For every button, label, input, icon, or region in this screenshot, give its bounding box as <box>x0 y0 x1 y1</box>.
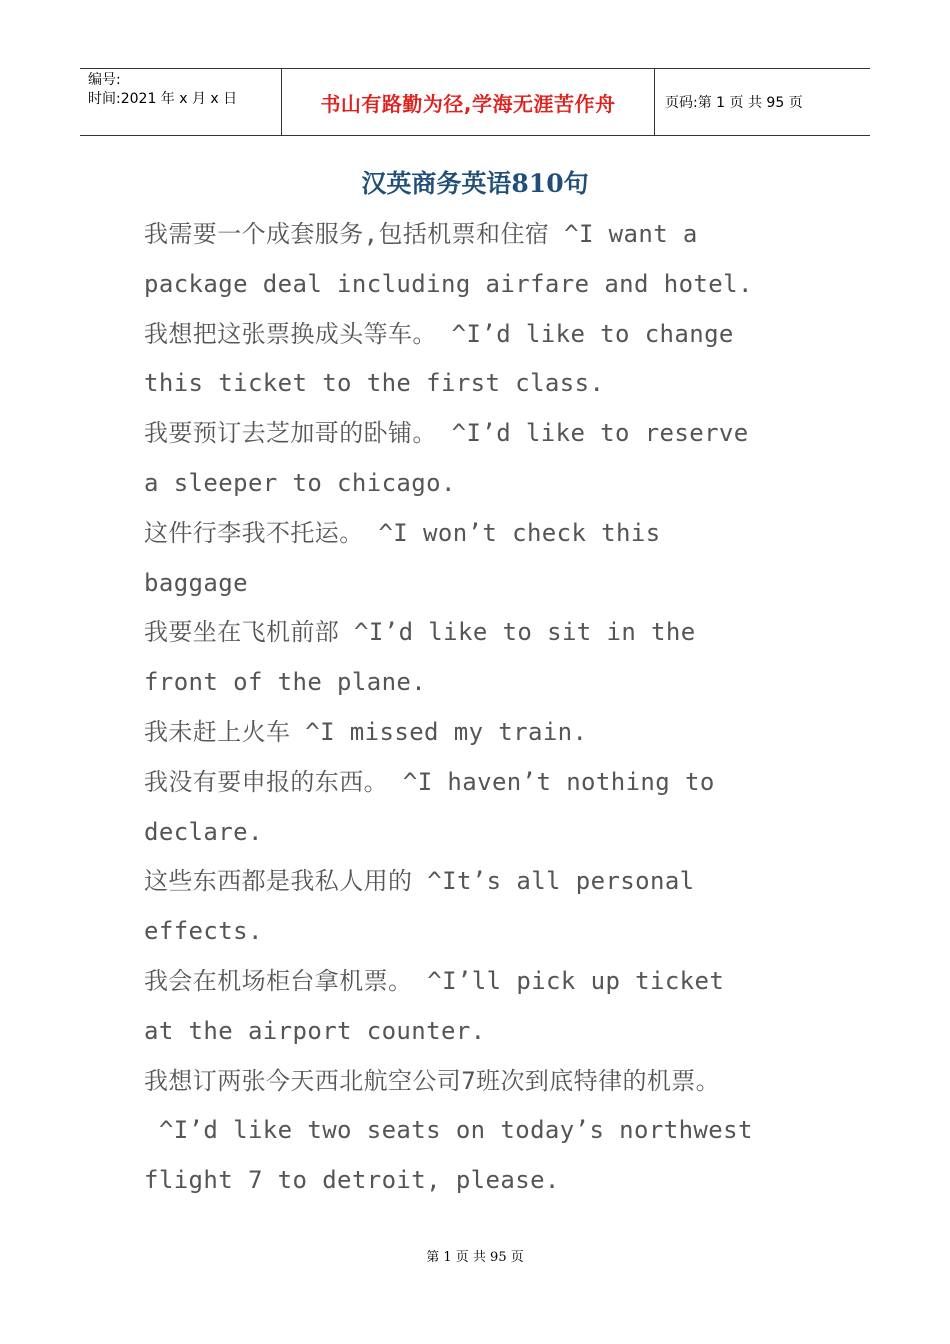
document-header <box>80 68 870 136</box>
document-time-label: 时间:2021 年 x 月 x 日 <box>88 91 238 107</box>
body-line: package deal including airfare and hotel. <box>144 269 753 298</box>
body-line: effects. <box>144 917 263 946</box>
body-line: flight 7 to detroit, please. <box>144 1166 560 1195</box>
header-page-number: 页码:第 1 页 共 95 页 <box>665 95 803 111</box>
body-line: 我要坐在飞机前部 ^I’d like to sit in the <box>144 618 696 647</box>
body-line: front of the plane. <box>144 668 427 697</box>
body-line: 我需要一个成套服务,包括机票和住宿 ^I want a <box>144 220 698 248</box>
header-meta-cell <box>80 69 282 135</box>
body-line: ^I’d like two seats on today’s northwest <box>144 1116 753 1145</box>
document-number-label: 编号: <box>88 72 121 88</box>
body-line: 我没有要申报的东西。 ^I haven’t nothing to <box>144 767 715 796</box>
header-page-cell <box>655 69 870 135</box>
header-motto-cell <box>282 69 655 135</box>
body-line: at the airport counter. <box>144 1016 486 1045</box>
body-line: this ticket to the first class. <box>144 369 605 398</box>
page-footer: 第 1 页 共 95 页 <box>426 1250 524 1265</box>
body-line: 这些东西都是我私人用的 ^It’s all personal <box>144 867 695 896</box>
body-line: declare. <box>144 817 263 846</box>
document-title: 汉英商务英语810句 <box>361 169 589 198</box>
body-line: a sleeper to chicago. <box>144 468 456 497</box>
header-motto: 书山有路勤为径,学海无涯苦作舟 <box>320 91 616 116</box>
document-body <box>144 210 834 1206</box>
body-line: 这件行李我不托运。 ^I won’t check this <box>144 518 661 547</box>
body-line: baggage <box>144 568 248 597</box>
body-line: 我要预订去芝加哥的卧铺。 ^I’d like to reserve <box>144 419 749 448</box>
body-line: 我想订两张今天西北航空公司7班次到底特律的机票。 <box>144 1066 721 1095</box>
body-line: 我未赶上火车 ^I missed my train. <box>144 717 588 746</box>
body-line: 我想把这张票换成头等车。 ^I’d like to change <box>144 319 734 348</box>
body-line: 我会在机场柜台拿机票。 ^I’ll pick up ticket <box>144 966 725 995</box>
